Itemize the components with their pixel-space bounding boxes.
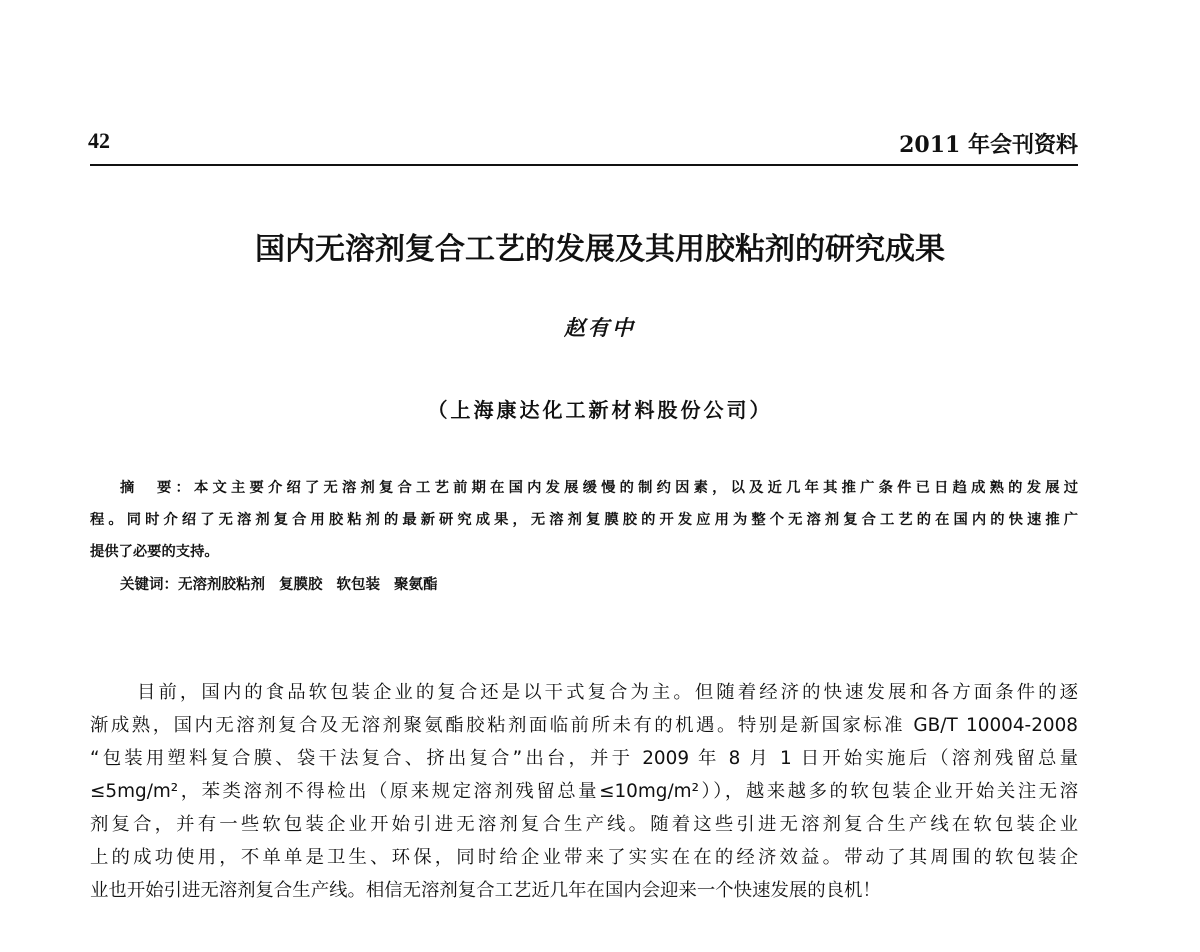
keywords: [120, 573, 452, 594]
keywords-label: 关键词：: [120, 577, 178, 593]
keyword: 复膜胶: [279, 577, 323, 593]
body-line: 上的成功使用，不单单是卫生、环保，同时给企业带来了实实在在的经济效益。带动了其周围的软包装企: [90, 847, 1078, 868]
header-rule: [90, 164, 1078, 166]
abstract-line: 提供了必要的支持。: [90, 544, 219, 560]
abstract-line: 程。同时介绍了无溶剂复合用胶粘剂的最新研究成果，无溶剂复膜胶的开发应用为整个无溶剂复合工艺的在国内的快速推广: [90, 512, 1078, 528]
author-affiliation: （上海康达化工新材料股份公司）: [427, 398, 773, 422]
keyword: 聚氨酯: [394, 577, 438, 593]
body-line: 目前，国内的食品软包装企业的复合还是以干式复合为主。但随着经济的快速发展和各方面条件的逐: [137, 682, 1078, 703]
article-author: 赵有中: [564, 315, 636, 340]
body-line: 业也开始引进无溶剂复合生产线。相信无溶剂复合工艺近几年在国内会迎来一个快速发展的良机！: [90, 880, 881, 901]
body-line: 剂复合，并有一些软包装企业开始引进无溶剂复合生产线。随着这些引进无溶剂复合生产线在软包装企业: [90, 814, 1078, 835]
keyword: 无溶剂胶粘剂: [178, 577, 265, 593]
abstract-line: 摘 要：本文主要介绍了无溶剂复合工艺前期在国内发展缓慢的制约因素，以及近几年其推广条件已日趋成熟的发展过: [120, 480, 1078, 496]
body-line: ≤5mg/m²，苯类溶剂不得检出（原来规定溶剂残留总量≤10mg/m²）），越来越多的软包装企业开始关注无溶: [90, 781, 1078, 802]
article-title: 国内无溶剂复合工艺的发展及其用胶粘剂的研究成果: [255, 232, 945, 267]
keyword: 软包装: [336, 577, 380, 593]
body-line: “包装用塑料复合膜、袋干法复合、挤出复合”出台，并于 2009 年 8 月 1 日开始实施后（溶剂残留总量: [90, 748, 1078, 769]
journal-name: 2011 年会刊资料: [899, 132, 1078, 158]
page-number: 42: [88, 128, 110, 153]
body-line: 渐成熟，国内无溶剂复合及无溶剂聚氨酯胶粘剂面临前所未有的机遇。特别是新国家标准 GB/T 10004-2008: [90, 715, 1078, 736]
